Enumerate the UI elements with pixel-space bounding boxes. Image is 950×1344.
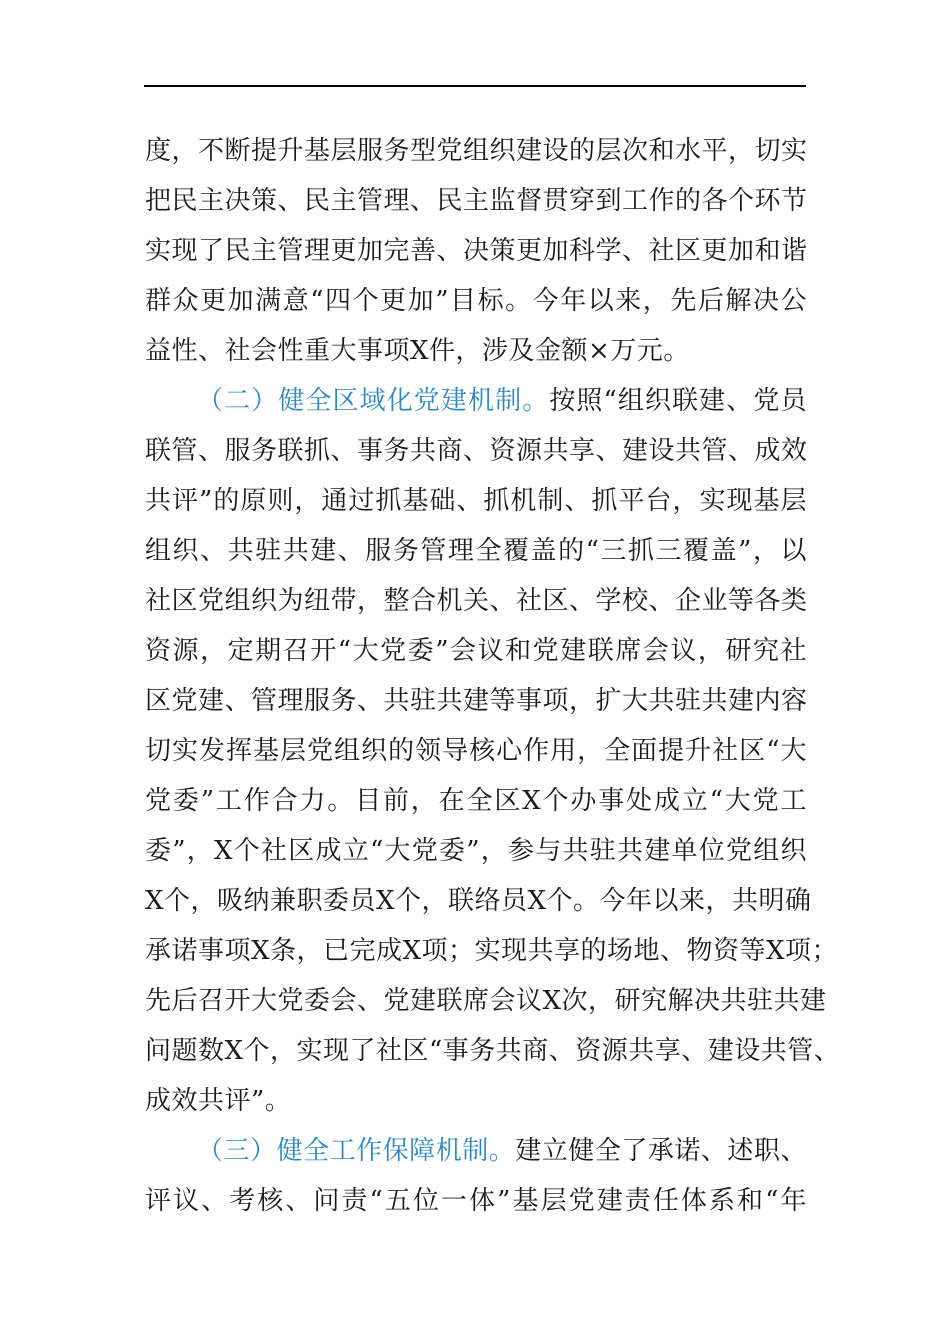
text-line: X个，吸纳兼职委员X个，联络员X个。今年以来，共明确	[145, 886, 812, 916]
text-line: 区党建、管理服务、共驻共建等事项，扩大共驻共建内容	[145, 686, 808, 716]
text-line: 委”，X个社区成立“大党委”，参与共驻共建单位党组织	[145, 836, 807, 866]
text-line: 社区党组织为纽带，整合机关、社区、学校、企业等各类	[145, 586, 808, 616]
text-line: 问题数X个，实现了社区“事务共商、资源共享、建设共管、	[145, 1036, 841, 1066]
text-line: 资源，定期召开“大党委”会议和党建联席会议，研究社	[145, 636, 807, 666]
text-line: 把民主决策、民主管理、民主监督贯穿到工作的各个环节	[145, 186, 808, 216]
text-line: 承诺事项X条，已完成X项；实现共享的场地、物资等X项；	[145, 936, 839, 966]
text-line: 度，不断提升基层服务型党组织建设的层次和水平，切实	[145, 136, 808, 166]
text-run: 建立健全了承诺、述职、	[515, 1136, 807, 1166]
document-body	[145, 126, 841, 1226]
paragraph-first-line	[145, 1126, 807, 1176]
text-line: 组织、共驻共建、服务管理全覆盖的“三抓三覆盖”，以	[145, 536, 807, 566]
header-rule	[144, 85, 806, 87]
section-heading: （三）健全工作保障机制。	[197, 1136, 516, 1166]
text-line: 切实发挥基层党组织的领导核心作用，全面提升社区“大	[145, 736, 807, 766]
text-line: 评议、考核、问责“五位一体”基层党建责任体系和“年	[145, 1186, 807, 1216]
text-line: 联管、服务联抓、事务共商、资源共享、建设共管、成效	[145, 436, 808, 466]
text-line: 成效共评”。	[145, 1086, 292, 1116]
text-line: 实现了民主管理更加完善、决策更加科学、社区更加和谐	[145, 236, 808, 266]
text-line: 先后召开大党委会、党建联席会议X次，研究解决共驻共建	[145, 986, 827, 1016]
text-line: 群众更加满意“四个更加”目标。今年以来，先后解决公	[145, 286, 807, 316]
text-line: 益性、社会性重大事项X件，涉及金额×万元。	[145, 336, 690, 366]
text-run: 按照“组织联建、党员	[549, 386, 807, 416]
text-line: 党委”工作合力。目前，在全区X个办事处成立“大党工	[145, 786, 807, 816]
section-heading: （二）健全区域化党建机制。	[197, 386, 550, 416]
text-line: 共评”的原则，通过抓基础、抓机制、抓平台，实现基层	[145, 486, 807, 516]
paragraph-first-line	[145, 376, 807, 426]
